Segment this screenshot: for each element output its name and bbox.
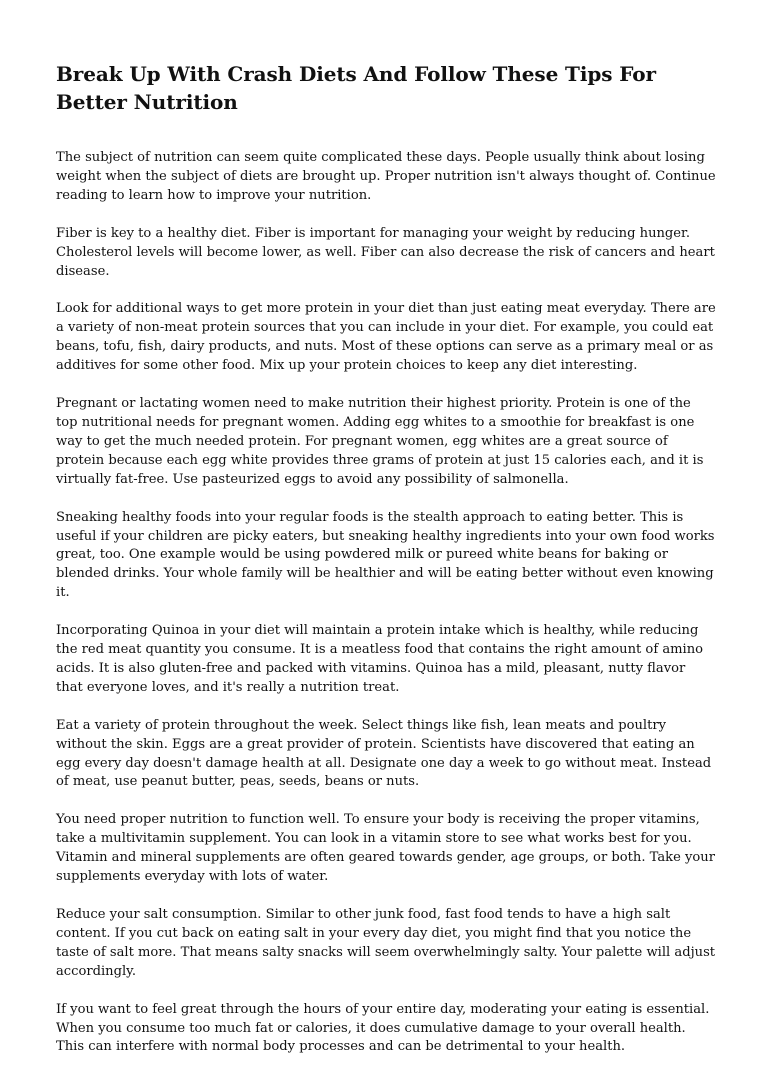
paragraph-10: If you want to feel great through the hours of your entire day, moderating your eating is essential. When you consume too much fat or calories, it does cumulative damage to your overall health. This can interfere with normal body processes and can be detrimental to your health.: [56, 1001, 710, 1055]
document-title: Break Up With Crash Diets And Follow These Tips For Better Nutrition: [56, 62, 656, 114]
paragraph-5: Sneaking healthy foods into your regular foods is the stealth approach to eating better. This is useful if your children are picky eaters, but sneaking healthy ingredients into your own food works great, too. One example would be using powdered milk or pureed white beans for baking or blended drinks. Your whole family will be healthier and will be eating better without even knowing it.: [56, 509, 715, 601]
paragraph-4: Pregnant or lactating women need to make nutrition their highest priority. Protein is one of the top nutritional needs for pregnant women. Adding egg whites to a smoothie for breakfast is one way to get the much needed protein. For pregnant women, egg whites are a great source of protein because each egg white provides three grams of protein at just 15 calories each, and it is virtually fat-free. Use pasteurized eggs to avoid any possibility of salmonella.: [56, 396, 704, 487]
document-page: [56, 0, 716, 1076]
paragraph-3: Look for additional ways to get more protein in your diet than just eating meat everyday. There are a variety of non-meat protein sources that you can include in your diet. For example, you could eat beans, tofu, fish, dairy products, and nuts. Most of these options can serve as a primary meal or as additives for some other food. Mix up your protein choices to keep any diet interesting.: [56, 301, 716, 374]
paragraph-2: Fiber is key to a healthy diet. Fiber is important for managing your weight by reducing hunger. Cholesterol levels will become lower, as well. Fiber can also decrease the risk of cancers and heart disease.: [56, 225, 715, 279]
paragraph-8: You need proper nutrition to function well. To ensure your body is receiving the proper vitamins, take a multivitamin supplement. You can look in a vitamin store to see what works best for you. Vitamin and mineral supplements are often geared towards gender, age groups, or both. Take your supplements everyday with lots of water.: [56, 812, 715, 885]
paragraph-1: The subject of nutrition can seem quite complicated these days. People usually think about losing weight when the subject of diets are brought up. Proper nutrition isn't always thought of. Continue reading to learn how to improve your nutrition.: [56, 150, 716, 203]
paragraph-7: Eat a variety of protein throughout the week. Select things like fish, lean meats and poultry without the skin. Eggs are a great provider of protein. Scientists have discovered that eating an egg every day doesn't damage health at all. Designate one day a week to go without meat. Instead of meat, use peanut butter, peas, seeds, beans or nuts.: [56, 717, 712, 790]
paragraph-9: Reduce your salt consumption. Similar to other junk food, fast food tends to have a high salt content. If you cut back on eating salt in your every day diet, you might find that you notice the taste of salt more. That means salty snacks will seem overwhelmingly salty. Your palette will adjust accordingly.: [56, 907, 716, 979]
paragraph-6: Incorporating Quinoa in your diet will maintain a protein intake which is healthy, while reducing the red meat quantity you consume. It is a meatless food that contains the right amount of amino acids. It is also gluten-free and packed with vitamins. Quinoa has a mild, pleasant, nutty flavor that everyone loves, and it's really a nutrition treat.: [56, 623, 704, 695]
document-body: [56, 149, 716, 1057]
